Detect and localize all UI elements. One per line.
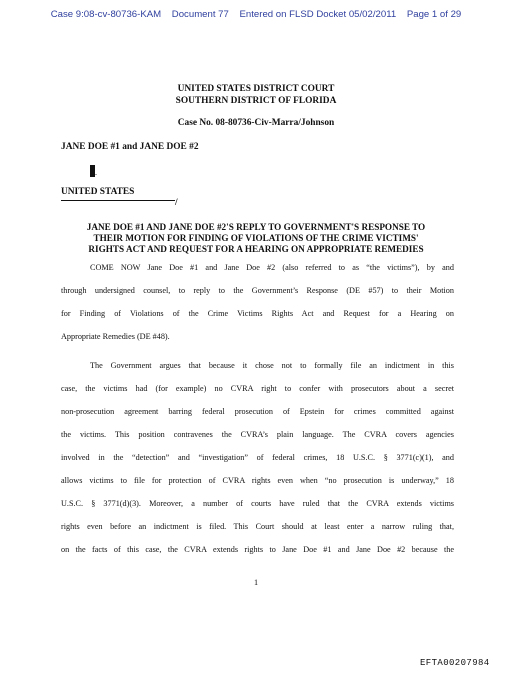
defendant-name: UNITED STATES xyxy=(61,187,135,197)
caption-slash: / xyxy=(175,198,178,208)
body-line: COME NOW Jane Doe #1 and Jane Doe #2 (also referred to as “the victims”), by and xyxy=(90,263,454,272)
body-line: non-prosecution agreement barring federal prosecution of Epstein for crimes committed against xyxy=(61,407,454,416)
header-docket-entry: Entered on FLSD Docket 05/02/2011 xyxy=(239,9,397,20)
versus-marker xyxy=(90,165,97,177)
body-line: Appropriate Remedies (DE #48). xyxy=(61,332,170,341)
plaintiff-name: JANE DOE #1 and JANE DOE #2 xyxy=(61,142,199,152)
body-line: case, the victims had (for example) no CVRA right to confer with prosecutors about a secret xyxy=(61,384,454,393)
body-line: rights even before an indictment is filed. This Court should at least enter a narrow ruling that, xyxy=(61,522,454,531)
document-title xyxy=(40,222,472,255)
title-line-3: RIGHTS ACT AND REQUEST FOR A HEARING ON APPROPRIATE REMEDIES xyxy=(88,244,424,254)
header-page-count: Page 1 of 29 xyxy=(406,9,462,20)
body-line: on the facts of this case, the CVRA extends rights to Jane Doe #1 and Jane Doe #2 because the xyxy=(61,545,454,554)
page-number: 1 xyxy=(253,578,259,587)
court-line-2: SOUTHERN DISTRICT OF FLORIDA xyxy=(175,96,337,106)
versus-text: . xyxy=(95,168,97,177)
header-document-number: Document 77 xyxy=(171,9,229,20)
court-line-1: UNITED STATES DISTRICT COURT xyxy=(177,84,335,94)
body-line: for Finding of Violations of the Crime Victims Rights Act and Request for a Hearing on xyxy=(61,309,454,318)
title-line-1: JANE DOE #1 AND JANE DOE #2'S REPLY TO GOVERNMENT'S RESPONSE TO xyxy=(86,222,426,232)
bates-number: EFTA00207984 xyxy=(420,658,490,668)
body-line: allows victims to file for protection of CVRA rights even when “no prosecution is underway,” 18 xyxy=(61,476,454,485)
body-line: the victims. This position contravenes the CVRA’s plain language. The CVRA covers agencies xyxy=(61,430,454,439)
docket-header xyxy=(0,9,512,20)
header-case-number: Case 9:08-cv-80736-KAM xyxy=(50,9,162,20)
court-name xyxy=(0,83,512,107)
caption-underline xyxy=(61,200,175,201)
body-line: The Government argues that because it chose not to formally file an indictment in this xyxy=(90,361,454,370)
case-number: Case No. 08-80736-Civ-Marra/Johnson xyxy=(177,118,335,128)
body-line: U.S.C. § 3771(d)(3). Moreover, a number of courts have ruled that the CVRA extends victims xyxy=(61,499,454,508)
body-line: through undersigned counsel, to reply to the Government’s Response (DE #57) to their Motion xyxy=(61,286,454,295)
title-line-2: THEIR MOTION FOR FINDING OF VIOLATIONS OF THE CRIME VICTIMS' xyxy=(93,233,419,243)
body-line: involved in the “detection” and “investigation” of federal crimes, 18 U.S.C. § 3771(c)(1), and xyxy=(61,453,454,462)
